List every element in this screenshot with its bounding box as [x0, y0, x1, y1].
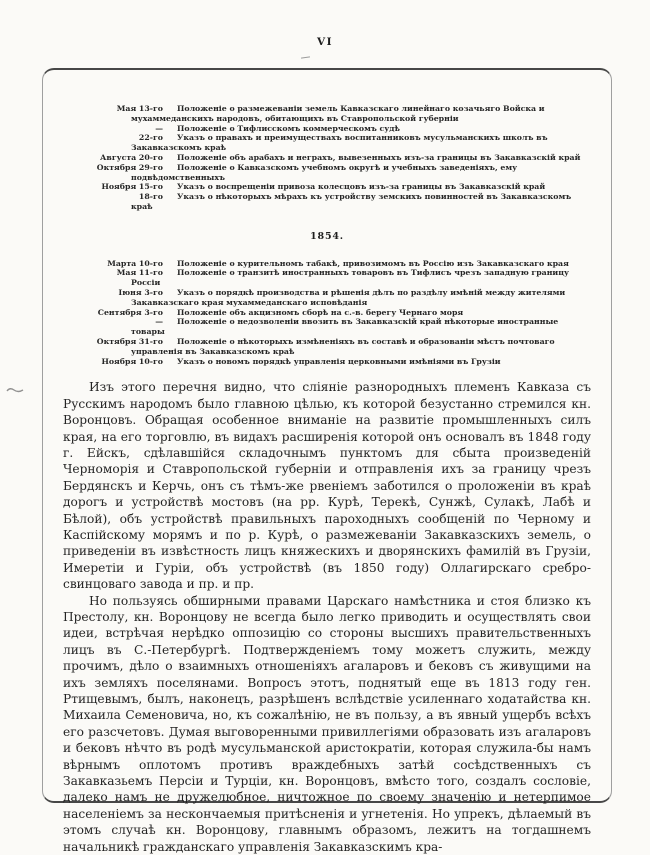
- entry-date: Ноября 10-го: [101, 356, 163, 366]
- entry-text: Положеніе объ акцизномъ сборѣ на с.-в. берегу Чернаго моря: [177, 307, 464, 317]
- index-group-1853: [63, 104, 591, 212]
- entry-date: Мая 11-го: [116, 268, 163, 278]
- index-entry: [63, 317, 591, 337]
- decree-index: [63, 104, 591, 366]
- entry-text: Положеніе объ арабахъ и неграхъ, вывезенныхъ изъ-за границы въ Закавказскій край: [177, 152, 581, 162]
- index-entry: [63, 124, 591, 134]
- index-entry: [63, 288, 591, 308]
- index-entry: [63, 182, 591, 192]
- body-text: [63, 379, 591, 855]
- entry-text: Положеніе о транзитѣ иностранныхъ товаровъ въ Тифлисъ чрезъ западную границу Россіи: [131, 268, 569, 288]
- entry-date: Мая 13-го: [116, 104, 163, 113]
- index-entry: [63, 192, 591, 212]
- entry-date: Сентября 3-го: [97, 307, 163, 317]
- entry-date: 22-го: [138, 133, 163, 143]
- entry-text: Указъ о воспрещеніи привоза колесцовъ изъ-за границы въ Закавказскій край: [177, 182, 546, 192]
- entry-date: Марта 10-го: [107, 258, 163, 268]
- entry-text: Положеніе о размежеваніи земель Кавказскаго линейнаго козачьяго Войска и мухаммеданскихъ народовъ, обитающихъ въ Ставропольской губерніи: [131, 104, 545, 123]
- entry-text: Положеніе о Тифлисскомъ коммерческомъ судѣ: [177, 123, 400, 133]
- ink-smudge: [6, 380, 24, 399]
- entry-date: Августа 20-го: [100, 152, 163, 162]
- entry-text: Положеніе о нѣкоторыхъ измѣненіяхъ въ составѣ и образованіи мѣстъ почтоваго управленія въ Закавказскомъ краѣ: [131, 336, 555, 356]
- entry-date: Октября 31-го: [96, 336, 163, 346]
- index-entry: [63, 337, 591, 357]
- body-paragraph: Изъ этого перечня видно, что сліяніе разнородныхъ племенъ Кавказа съ Русскимъ народомъ было главною цѣлью, къ которой безустанно стремился кн. Воронцовъ. Обращая особенное вниманіе на развитіе промышленныхъ силъ края, на его торговлю, въ видахъ расширенія которой онъ основалъ въ 1848 году г. Ейскъ, сдѣлавшійся складочнымъ пунктомъ для сбыта произведеній Черноморія и Ставропольской губерніи и отправленія ихъ за границу чрезъ Бердянскъ и Керчь, онъ съ тѣмъ-же рвеніемъ заботился о проложеніи въ краѣ дорогъ и устройствѣ мостовъ (на рр. Курѣ, Терекѣ, Сунжѣ, Сулакѣ, Лабѣ и Бѣлой), объ устройствѣ правильныхъ пароходныхъ сообщеній по Черному и Каспійскому морямъ и по р. Курѣ, о размежеваніи Закавказскихъ земель, о приведеніи въ извѣстность лицъ княжескихъ и дворянскихъ фамилій въ Грузіи, Имеретіи и Гуріи, объ устройствѣ (въ 1850 году) Оллагирскаго сребро-свинцоваго завода и пр. и пр.: [63, 380, 591, 592]
- index-entry: [63, 153, 591, 163]
- entry-text: Положеніе о Кавказскомъ учебномъ округѣ и учебныхъ заведеніяхъ, ему подвѣдомственныхъ: [131, 162, 518, 182]
- entry-date: Ноября 15-го: [101, 182, 163, 192]
- entry-text: Указъ о правахъ и преимуществахъ воспитанниковъ мусульманскихъ школъ въ Закавказскомъ краѣ: [131, 133, 548, 153]
- smudge-squiggle-icon: [6, 386, 24, 395]
- index-entry: [63, 163, 591, 183]
- entry-text: Положеніе о курительномъ табакѣ, привозимомъ въ Россію изъ Закавказскаго края: [177, 258, 569, 268]
- entry-text: Указъ о новомъ порядкѣ управленія церковными имѣніями въ Грузіи: [177, 356, 501, 366]
- index-entry: [63, 104, 591, 124]
- ink-tick-mark: [301, 56, 310, 58]
- content-frame: [42, 68, 612, 854]
- entry-text: Указъ о нѣкоторыхъ мѣрахъ къ устройству земскихъ повинностей въ Закавказскомъ краѣ: [131, 192, 572, 211]
- index-entry: [63, 259, 591, 269]
- entry-text: Положеніе о недозволеніи ввозить въ Закавказскій край нѣкоторые иностранные товары: [131, 317, 559, 337]
- index-entry: [63, 308, 591, 318]
- entry-date: Іюня 3-го: [118, 287, 163, 297]
- body-paragraph: Но пользуясь обширными правами Царскаго намѣстника и стоя близко къ Престолу, кн. Воронцову не всегда было легко приводить и осуществлять свои идеи, встрѣчая нерѣдко оппозицію со стороны высшихъ правительственныхъ лицъ въ С.-Петербургѣ. Подтвержденіемъ тому можетъ служить, между прочимъ, дѣло о взаимныхъ отношеніяхъ агаларовъ и бековъ съ живущими на ихъ земляхъ поселянами. Вопросъ этотъ, поднятый еще въ 1813 году ген. Ртищевымъ, былъ, наконецъ, разрѣшенъ вслѣдствіе усиленнаго ходатайства кн. Михаила Семеновича, но, къ сожалѣнію, не въ пользу, а въ явный ущербъ всѣхъ его разсчетовъ. Думая выговоренными привиллегіями образовать изъ агаларовъ и бековъ нѣчто въ родѣ мусульманской аристократіи, которая служила-бы намъ вѣрнымъ оплотомъ противъ враждебныхъ затѣй сосѣдственныхъ съ Закавказьемъ Персіи и Турціи, кн. Воронцовъ, вмѣсто того, создалъ сословіе, далеко намъ не дружелюбное, ничтожное по своему значенію и нетерпимое населеніемъ за нескончаемыя притѣсненія и угнетенія. Но упрекъ, дѣлаемый въ этомъ случаѣ кн. Воронцову, главнымъ образомъ, лежитъ на тогдашнемъ начальникѣ гражданскаго управленія Закавказскимъ кра-: [63, 593, 591, 854]
- entry-date: —: [155, 317, 163, 327]
- entry-date: Октября 29-го: [96, 162, 163, 172]
- year-heading: 1854.: [310, 230, 344, 242]
- index-entry: [63, 357, 591, 367]
- index-entry: [63, 268, 591, 288]
- index-group-1854: [63, 259, 591, 367]
- index-entry: [63, 133, 591, 153]
- entry-text: Указъ о порядкѣ производства и рѣшенія дѣлъ по раздѣлу имѣній между жителями Закавказскаго края мухаммеданскаго исповѣданія: [131, 287, 566, 307]
- page-number: VI: [316, 36, 334, 48]
- entry-date: —: [155, 123, 163, 133]
- entry-date: 18-го: [138, 192, 163, 202]
